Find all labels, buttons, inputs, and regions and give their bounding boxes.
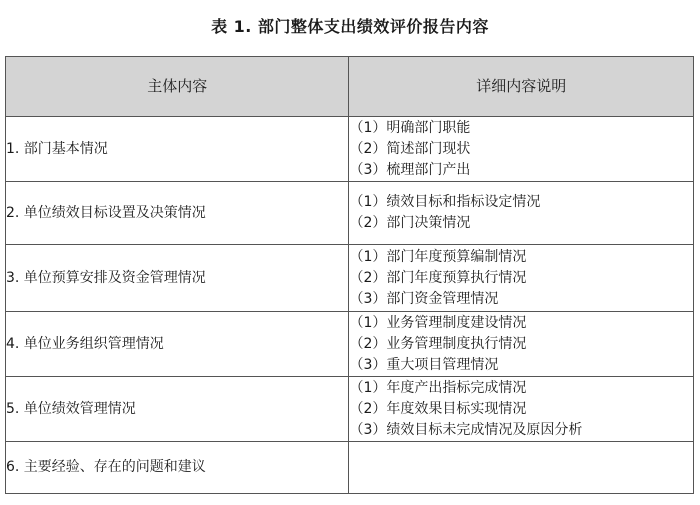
- table-row: [6, 245, 694, 312]
- detail-item: （2）部门年度预算执行情况: [349, 269, 527, 286]
- table-row: [6, 442, 694, 494]
- row-main-content: 3. 单位预算安排及资金管理情况: [6, 245, 349, 312]
- row-details: [349, 377, 694, 442]
- detail-item: （2）业务管理制度执行情况: [349, 335, 527, 352]
- detail-item: （2）年度效果目标实现情况: [349, 400, 527, 417]
- row-details: [349, 245, 694, 312]
- detail-item: （3）梳理部门产出: [349, 161, 471, 178]
- row-details: [349, 442, 694, 494]
- row-main-content: 6. 主要经验、存在的问题和建议: [6, 442, 349, 494]
- row-main-content: 1. 部门基本情况: [6, 117, 349, 182]
- detail-item: （1）明确部门职能: [349, 119, 471, 136]
- header-main-content: 主体内容: [6, 57, 349, 117]
- detail-item: （1）年度产出指标完成情况: [349, 379, 527, 396]
- row-details: [349, 312, 694, 377]
- table-row: [6, 312, 694, 377]
- detail-item: （1）绩效目标和指标设定情况: [349, 194, 541, 210]
- evaluation-report-table: [5, 56, 694, 494]
- detail-item: （3）绩效目标未完成情况及原因分析: [349, 421, 583, 438]
- detail-item: （2）简述部门现状: [349, 140, 471, 157]
- header-detail-description: 详细内容说明: [349, 57, 694, 117]
- detail-item: （3）部门资金管理情况: [349, 290, 499, 307]
- detail-item: （2）部门决策情况: [349, 215, 471, 231]
- row-main-content: 5. 单位绩效管理情况: [6, 377, 349, 442]
- table-row: [6, 377, 694, 442]
- row-main-content: 2. 单位绩效目标设置及决策情况: [6, 182, 349, 245]
- row-details: [349, 182, 694, 245]
- detail-item: （3）重大项目管理情况: [349, 356, 499, 373]
- table-row: [6, 182, 694, 245]
- detail-item: （1）部门年度预算编制情况: [349, 248, 527, 265]
- table-header-row: [6, 57, 694, 117]
- table-row: [6, 117, 694, 182]
- detail-item: （1）业务管理制度建设情况: [349, 314, 527, 331]
- table-caption: 表 1. 部门整体支出绩效评价报告内容: [211, 17, 489, 36]
- row-main-content: 4. 单位业务组织管理情况: [6, 312, 349, 377]
- row-details: [349, 117, 694, 182]
